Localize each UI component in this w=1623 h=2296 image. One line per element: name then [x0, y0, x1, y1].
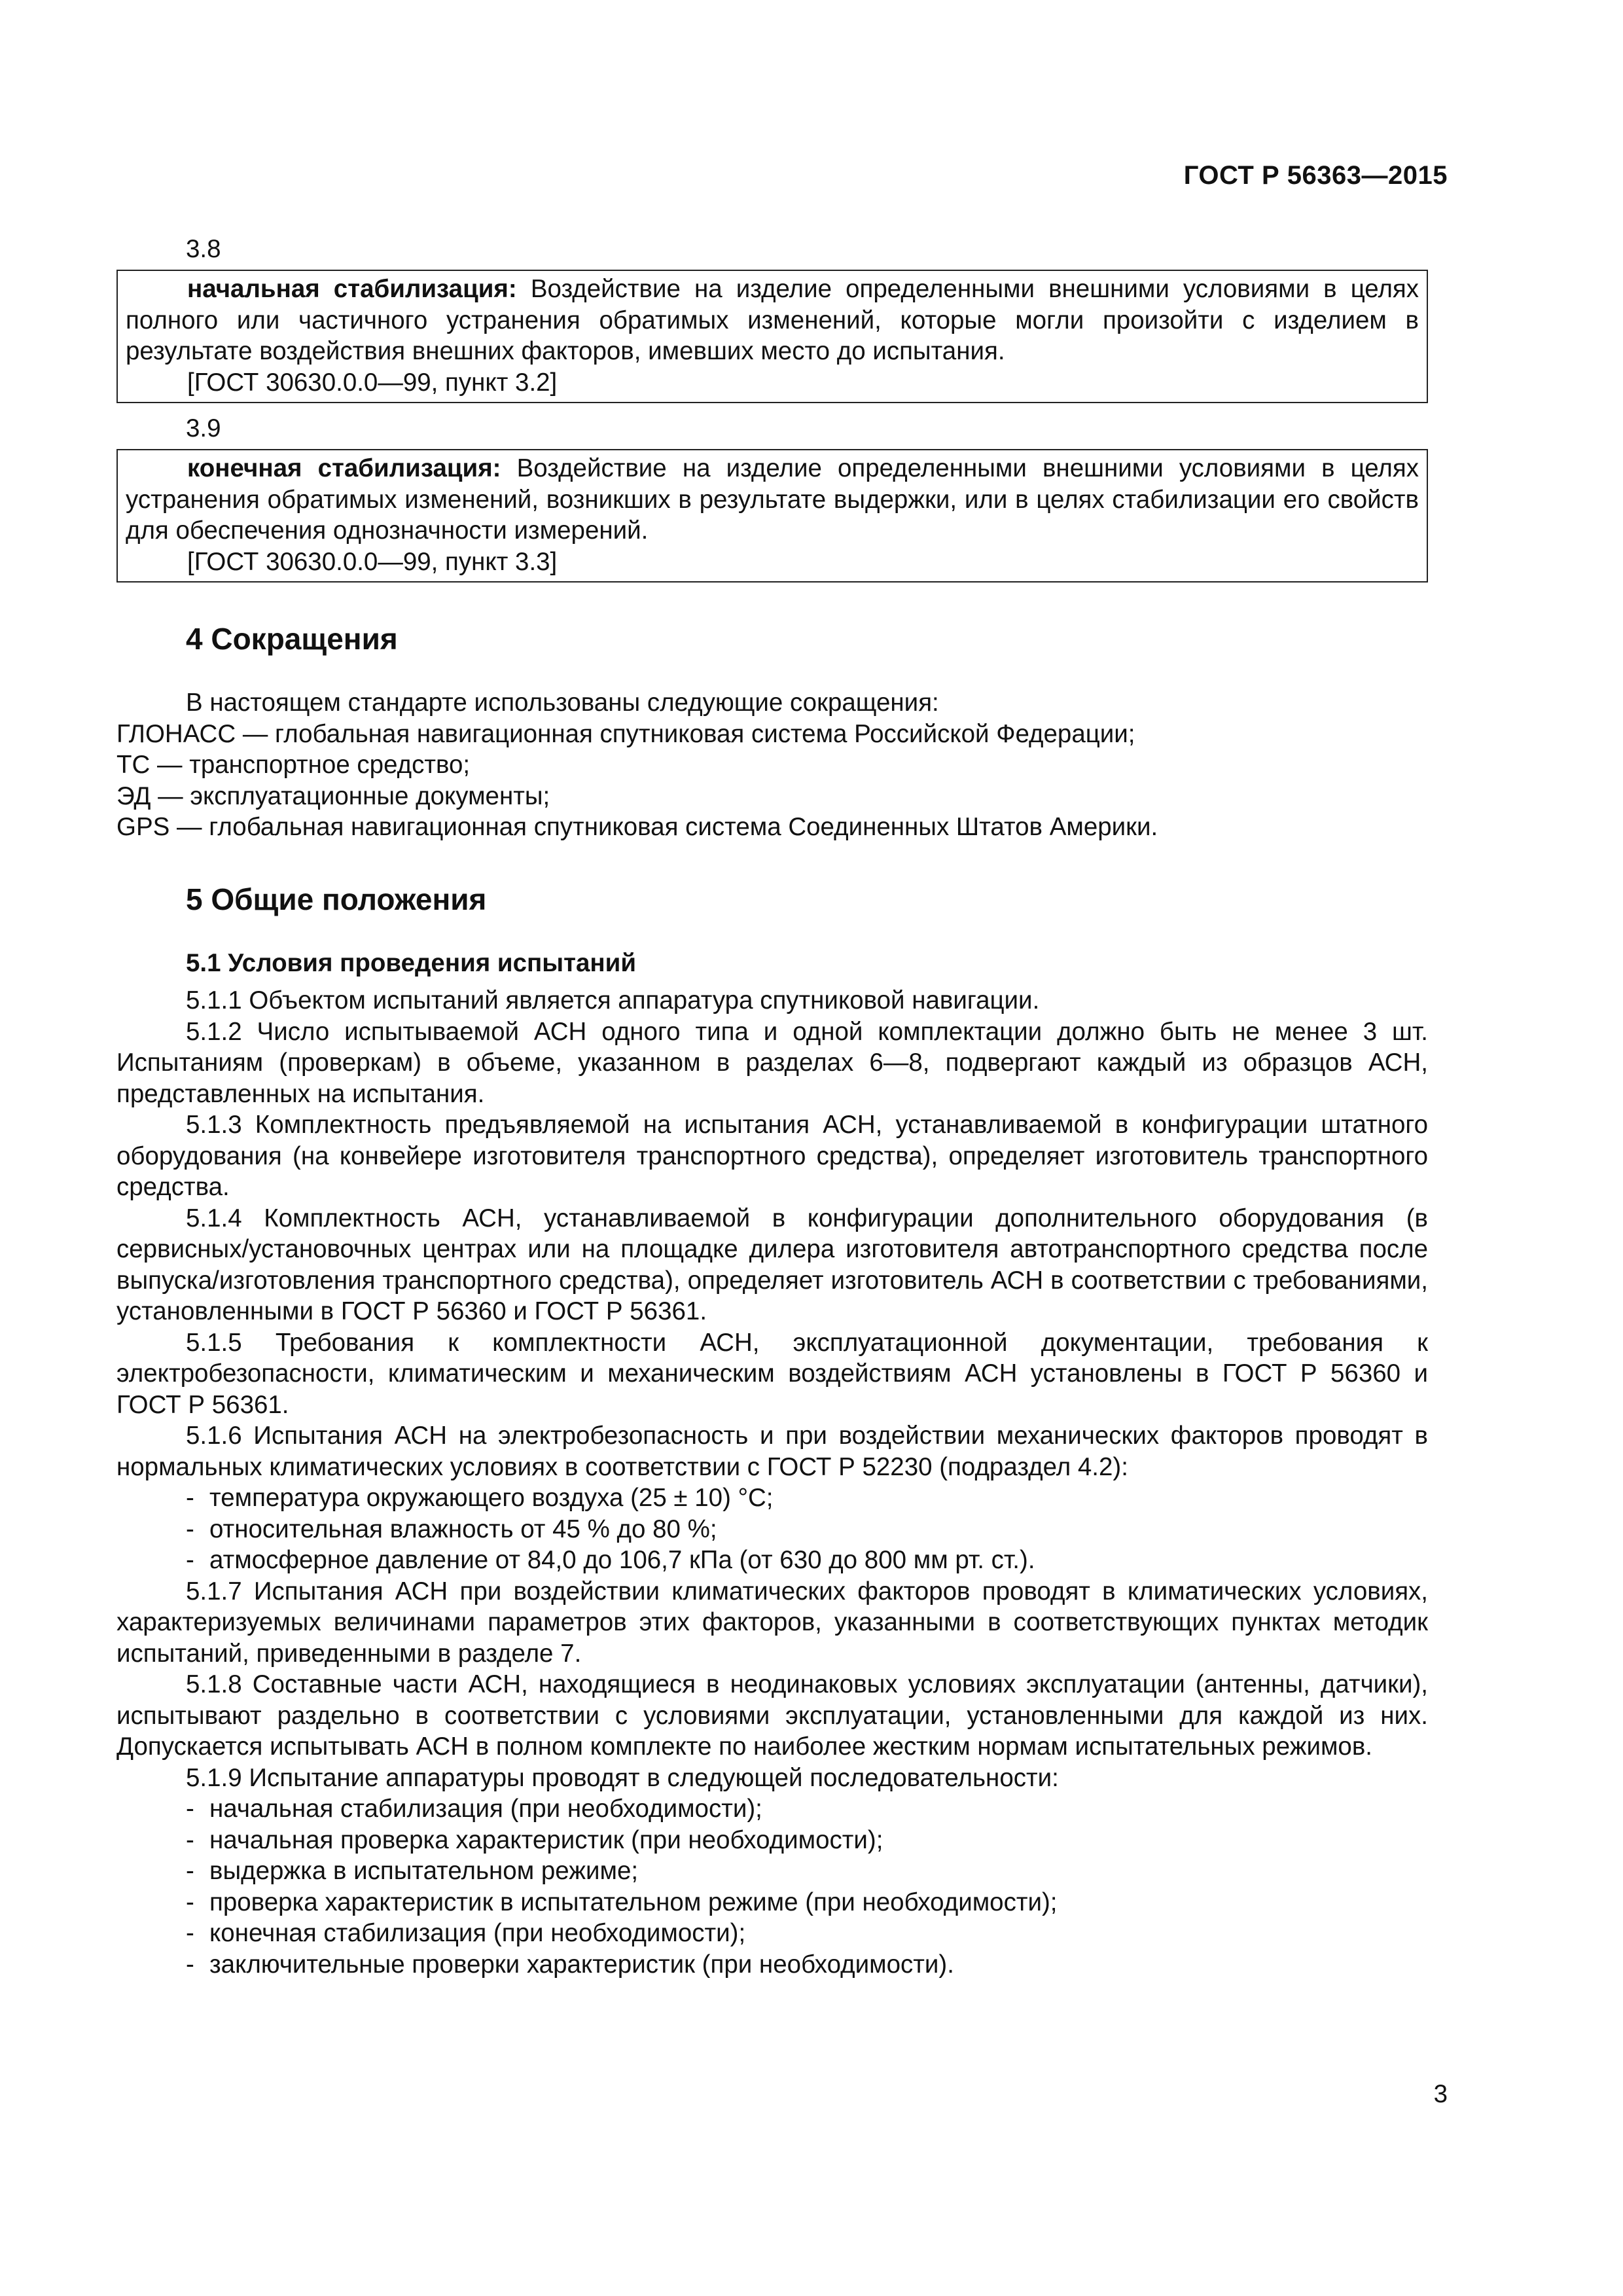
list-item-text: конечная стабилизация (при необходимости); [209, 1919, 746, 1947]
bullet-dash: - [186, 1825, 194, 1854]
term-reference: [ГОСТ 30630.0.0—99, пункт 3.2] [187, 368, 558, 397]
bullet-dash: - [186, 1950, 194, 1979]
term-definition [126, 274, 1419, 367]
paragraph: 5.1.4 Комплектность АСН, устанавливаемой в конфигурации дополнительного оборудования (в сервисных/установочных центрах или на площадке дилера изготовителя автотранспортного средства после выпуска/изготовления транспортного средства), определяет изготовитель АСН в соответствии с требованиями, установленными в ГОСТ Р 56360 и ГОСТ Р 56361. [116, 1204, 1428, 1325]
term-name: начальная стабилизация: [187, 275, 517, 303]
term-text: Воздействие на изделие определенными внешними условиями в целях полного или частичного устранения обратимых изменений, которые могли произойти с изделием в результате воздействия внешних факторов, имевших место до испытания. [126, 275, 1419, 365]
list-item [116, 1793, 1428, 1825]
bullet-dash: - [186, 1919, 194, 1947]
list-item-text: атмосферное давление от 84,0 до 106,7 кПа (от 630 до 800 мм рт. ст.). [209, 1546, 1035, 1574]
abbreviation-item: ЭД — эксплуатационные документы; [116, 781, 550, 810]
list-item [116, 1545, 1428, 1576]
paragraph: 5.1.1 Объектом испытаний является аппаратура спутниковой навигации. [186, 986, 1040, 1014]
bullet-dash: - [186, 1857, 194, 1885]
list-item-text: выдержка в испытательном режиме; [209, 1857, 639, 1885]
paragraph: 5.1.2 Число испытываемой АСН одного типа и одной комплектации должно быть не менее 3 шт. Испытаниям (проверкам) в объеме, указанном в разделах 6—8, подвергают каждый из образцов АСН, представленных на испытания. [116, 1017, 1428, 1108]
paragraph: 5.1.7 Испытания АСН при воздействии климатических факторов проводят в климатических условиях, характеризуемых величинами параметров этих факторов, указанными в соответствующих пунктах методик испытаний, приведенными в разделе 7. [116, 1577, 1428, 1668]
list-item [116, 1856, 1428, 1887]
abbreviations-list [116, 687, 1428, 843]
document-header: ГОСТ Р 56363—2015 [1183, 161, 1448, 190]
list-item [116, 1949, 1428, 1981]
paragraph: 5.1.5 Требования к комплектности АСН, эксплуатационной документации, требования к электробезопасности, климатическим и механическим воздействиям АСН установлены в ГОСТ Р 56360 и ГОСТ Р 56361. [116, 1328, 1428, 1419]
paragraph: 5.1.6 Испытания АСН на электробезопасность и при воздействии механических факторов проводят в нормальных климатических условиях в соответствии с ГОСТ Р 52230 (подраздел 4.2): [116, 1422, 1428, 1481]
bullet-dash: - [186, 1515, 194, 1543]
section-heading: 4 Сокращения [186, 622, 398, 656]
list-item-text: начальная проверка характеристик (при необходимости); [209, 1825, 883, 1854]
list-item-text: относительная влажность от 45 % до 80 %; [209, 1515, 717, 1543]
list-item [116, 1514, 1428, 1545]
list-item-text: начальная стабилизация (при необходимости); [209, 1795, 762, 1823]
abbreviation-item: ГЛОНАСС — глобальная навигационная спутниковая система Российской Федерации; [116, 719, 1135, 748]
paragraph: 5.1.9 Испытание аппаратуры проводят в следующей последовательности: [186, 1763, 1059, 1792]
paragraph: 5.1.3 Комплектность предъявляемой на испытания АСН, устанавливаемой в конфигурации штатного оборудования (на конвейере изготовителя транспортного средства), определяет изготовитель транспортного средства. [116, 1111, 1428, 1201]
list-item [116, 1887, 1428, 1918]
section-heading: 5 Общие положения [186, 882, 487, 916]
bullet-dash: - [186, 1484, 194, 1512]
paragraph: 5.1.8 Составные части АСН, находящиеся в неодинаковых условиях эксплуатации (антенны, датчики), испытывают раздельно в соответствии с условиями эксплуатации, установленными для каждой из них. Допускается испытывать АСН в полном комплекте по наиболее жестким нормам испытательных режимов. [116, 1670, 1428, 1761]
subsection-heading: 5.1 Условия проведения испытаний [186, 948, 636, 977]
bullet-dash: - [186, 1546, 194, 1574]
abbreviations-intro: В настоящем стандарте использованы следующие сокращения: [186, 689, 939, 717]
list-item [116, 1825, 1428, 1856]
term-number: 3.8 [186, 235, 221, 263]
term-definition [126, 453, 1419, 547]
bullet-dash: - [186, 1888, 194, 1916]
abbreviation-item: GPS — глобальная навигационная спутниковая система Соединенных Штатов Америки. [116, 813, 1158, 841]
term-reference: [ГОСТ 30630.0.0—99, пункт 3.3] [187, 547, 558, 576]
list-item-text: температура окружающего воздуха (25 ± 10) °С; [209, 1484, 774, 1512]
term-number: 3.9 [186, 414, 221, 442]
list-item [116, 1918, 1428, 1949]
abbreviation-item: ТС — транспортное средство; [116, 751, 471, 779]
term-name: конечная стабилизация: [187, 454, 501, 482]
list-item [116, 1482, 1428, 1514]
page-content [116, 229, 1428, 1980]
list-item-text: заключительные проверки характеристик (при необходимости). [209, 1950, 954, 1979]
term-text: Воздействие на изделие определенными внешними условиями в целях устранения обратимых изменений, возникших в результате выдержки, или в целях стабилизации его свойств для обеспечения однозначности измерений. [126, 454, 1419, 545]
page-number: 3 [1433, 2080, 1448, 2108]
term-definition-box [116, 449, 1428, 583]
bullet-dash: - [186, 1795, 194, 1823]
term-definition-box [116, 270, 1428, 403]
list-item-text: проверка характеристик в испытательном режиме (при необходимости); [209, 1888, 1058, 1916]
